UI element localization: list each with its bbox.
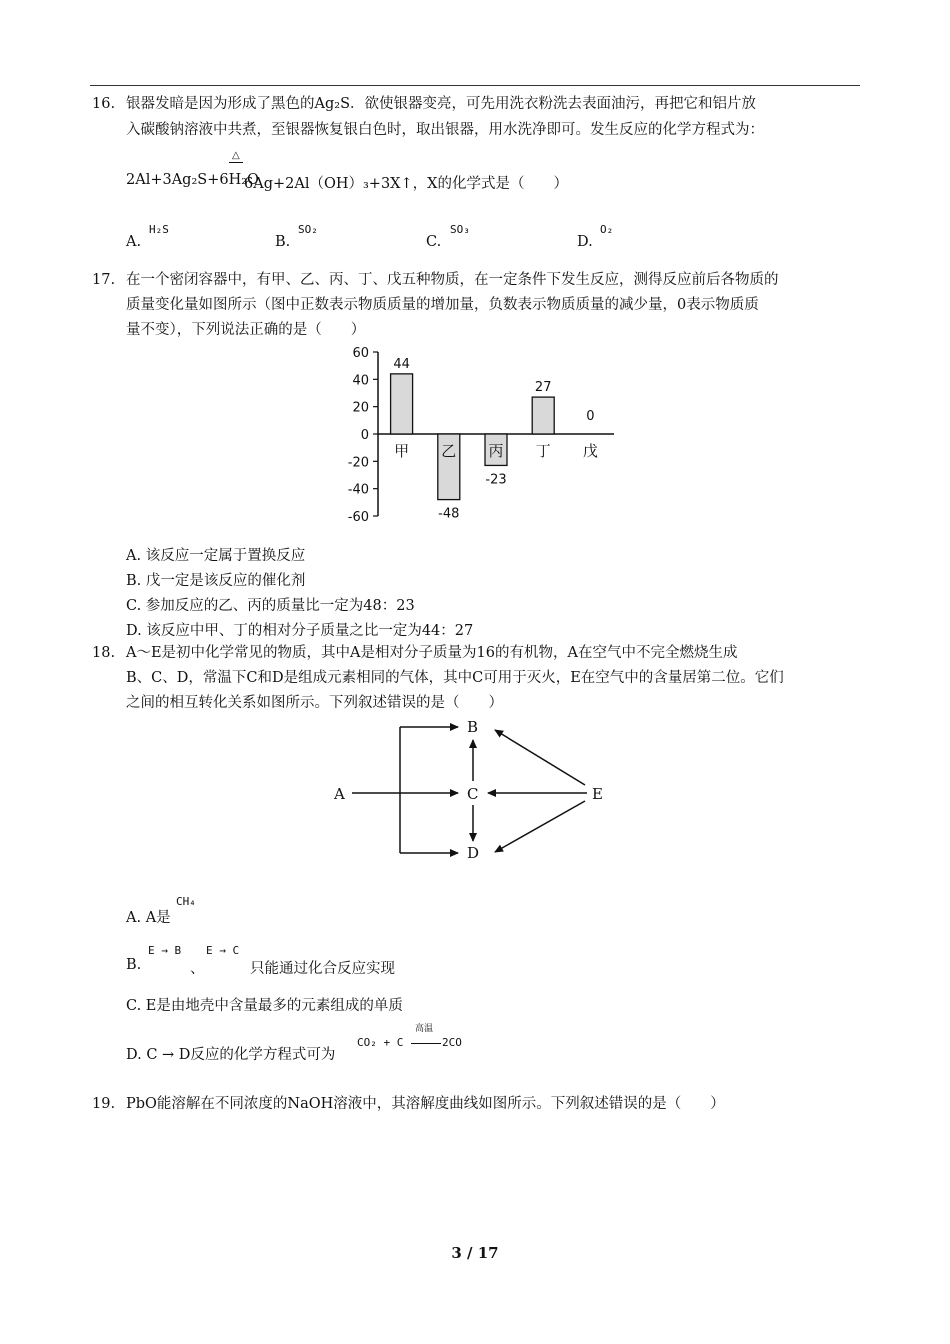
q18-option-b-formula2: E → C bbox=[206, 944, 240, 957]
y-tick-label: -40 bbox=[347, 482, 369, 498]
q17-option-a: A. 该反应一定属于置换反应 bbox=[126, 548, 306, 564]
q16-reaction-line bbox=[229, 162, 243, 163]
data-label: 27 bbox=[534, 380, 552, 396]
q18-option-b-text: 只能通过化合反应实现 bbox=[250, 961, 395, 977]
category-label: 丙 bbox=[488, 442, 504, 460]
q19-line1: PbO能溶解在不同浓度的NaOH溶液中，其溶解度曲线如图所示。下列叙述错误的是（ ） bbox=[126, 1096, 725, 1112]
q18-option-d-right: 2CO bbox=[442, 1036, 462, 1049]
q16-line2: 入碳酸钠溶液中共煮，至银器恢复银白色时，取出银器，用水洗净即可。发生反应的化学方程式为： bbox=[126, 122, 764, 138]
arrow-e-b bbox=[495, 730, 585, 785]
y-tick-label: -60 bbox=[347, 510, 369, 525]
q16-option-b-value: SO₂ bbox=[298, 223, 318, 236]
y-tick-label: 60 bbox=[352, 346, 369, 361]
q16-option-a-label: A. bbox=[126, 234, 142, 250]
q17-line3: 量不变），下列说法正确的是（ ） bbox=[126, 322, 366, 338]
category-label: 乙 bbox=[441, 442, 457, 460]
node-d: D bbox=[467, 844, 480, 862]
q18-option-b-formula1: E → B bbox=[148, 944, 182, 957]
q16-option-d-label: D. bbox=[577, 234, 593, 250]
q18-option-d-prefix: D. C → D反应的化学方程式可为 bbox=[126, 1047, 336, 1063]
q16-option-a-value: H₂S bbox=[149, 223, 169, 236]
q17-line2: 质量变化量如图所示（图中正数表示物质质量的增加量，负数表示物质质量的减少量，0表示物质质 bbox=[126, 297, 759, 313]
data-label: -23 bbox=[485, 472, 507, 488]
q18-line3: 之间的相互转化关系如图所示。下列叙述错误的是（ ） bbox=[126, 695, 503, 711]
header-rule bbox=[90, 85, 860, 86]
q17-bar-chart bbox=[330, 340, 620, 530]
q18-option-c: C. E是由地壳中含量最多的元素组成的单质 bbox=[126, 998, 403, 1014]
q17-number: 17. bbox=[92, 272, 116, 288]
node-b: B bbox=[467, 718, 479, 736]
category-label: 戊 bbox=[582, 442, 598, 460]
q16-option-d-value: O₂ bbox=[600, 223, 614, 236]
data-label: 44 bbox=[393, 356, 410, 372]
y-tick-label: 0 bbox=[360, 428, 369, 443]
category-label: 甲 bbox=[394, 442, 410, 460]
q16-equation-right: 6Ag+2Al（OH）₃+3X↑，X的化学式是（ ） bbox=[244, 176, 568, 192]
q18-option-d-left: CO₂ + C bbox=[357, 1036, 404, 1049]
data-label: -48 bbox=[438, 506, 460, 522]
q16-option-b-label: B. bbox=[275, 234, 291, 250]
y-tick-label: -20 bbox=[347, 455, 369, 471]
q16-line1: 银器发暗是因为形成了黑色的Ag₂S．欲使银器变亮，可先用洗衣粉洗去表面油污，再把它和铝片放 bbox=[126, 96, 756, 112]
page-number: 3 / 17 bbox=[451, 1244, 499, 1262]
q18-line2: B、C、D，常温下C和D是组成元素相同的气体，其中C可用于灭火，E在空气中的含量居第二位。它们 bbox=[126, 670, 784, 686]
q17-option-b: B. 戊一定是该反应的催化剂 bbox=[126, 573, 306, 589]
q16-option-c-label: C. bbox=[426, 234, 442, 250]
y-tick-label: 20 bbox=[352, 400, 369, 416]
bar bbox=[532, 397, 554, 434]
category-label: 丁 bbox=[535, 442, 551, 460]
q16-option-c-value: SO₃ bbox=[450, 223, 470, 236]
q18-relation-diagram bbox=[330, 715, 630, 865]
q18-option-a-formula: CH₄ bbox=[176, 895, 196, 908]
q18-option-d-reaction-line bbox=[411, 1043, 441, 1044]
q19-number: 19. bbox=[92, 1096, 116, 1112]
node-c: C bbox=[467, 785, 479, 803]
q18-line1: A～E是初中化学常见的物质，其中A是相对分子质量为16的有机物，A在空气中不完全燃烧生成 bbox=[126, 645, 738, 661]
q18-option-b-separator: 、 bbox=[190, 961, 205, 977]
data-label: 0 bbox=[586, 409, 595, 424]
q18-option-b-label: B. bbox=[126, 957, 142, 973]
q17-option-d: D. 该反应中甲、丁的相对分子质量之比一定为44：27 bbox=[126, 623, 474, 639]
arrow-e-d bbox=[495, 801, 585, 852]
q16-equation-left: 2Al+3Ag₂S+6H₂O bbox=[126, 172, 259, 188]
y-tick-label: 40 bbox=[352, 373, 369, 389]
q17-line1: 在一个密闭容器中，有甲、乙、丙、丁、戊五种物质，在一定条件下发生反应，测得反应前后各物质的 bbox=[126, 272, 779, 288]
q17-option-c: C. 参加反应的乙、丙的质量比一定为48：23 bbox=[126, 598, 415, 614]
node-e: E bbox=[592, 785, 603, 803]
node-a: A bbox=[334, 785, 345, 803]
q18-option-a-prefix: A. A是 bbox=[126, 910, 171, 926]
bar bbox=[391, 374, 413, 434]
q18-option-d-condition: 高温 bbox=[415, 1024, 434, 1034]
q16-condition: △ bbox=[232, 150, 240, 161]
q18-number: 18. bbox=[92, 645, 116, 661]
q16-number: 16. bbox=[92, 96, 116, 112]
